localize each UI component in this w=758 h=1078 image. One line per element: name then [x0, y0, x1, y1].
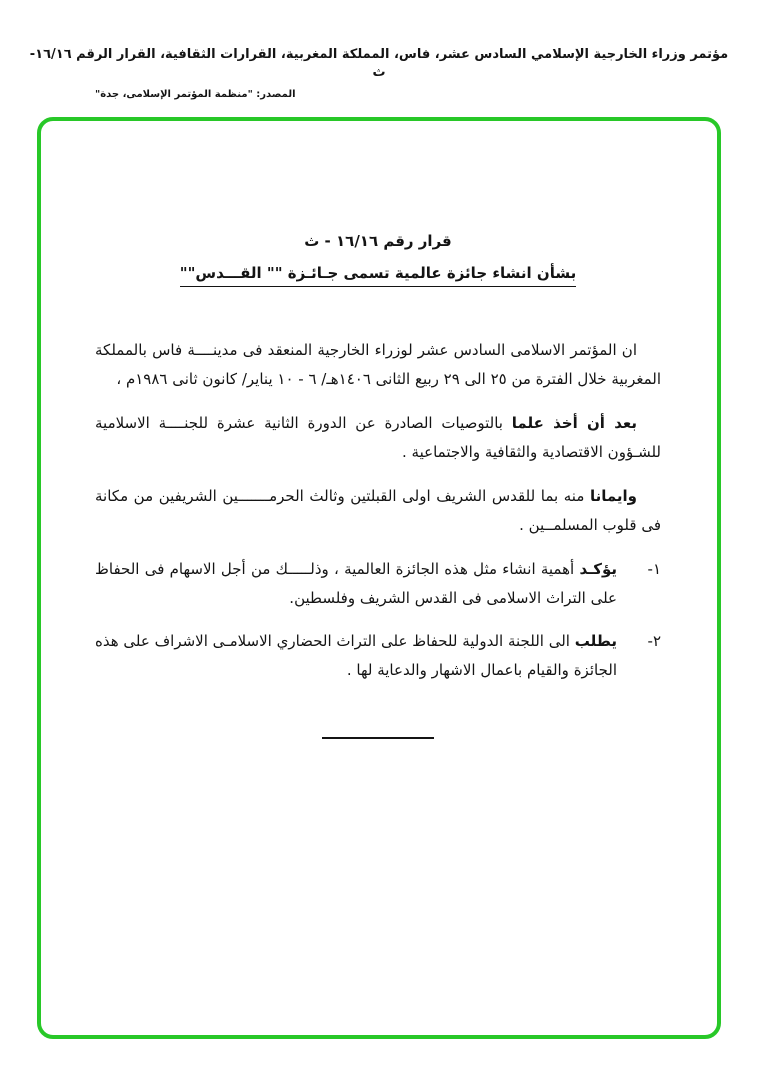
preamble-paragraph-2-lead: بعد أن أخذ علما [511, 414, 637, 432]
operative-item-2-number: ٢- [647, 632, 661, 650]
source-line: المصدر: "منظمة المؤتمر الإسلامى، جدة" [95, 89, 296, 100]
operative-item-1-number: ١- [647, 560, 661, 578]
resolution-subject-text: بشأن انشاء جائزة عالمية تسمى جـائـزة "" القـــدس"" [180, 264, 577, 287]
citation-header: مؤتمر وزراء الخارجية الإسلامي السادس عشر، فاس، المملكة المغربية، القرارات الثقافية، القرار الرقم ١٦/١٦-ث [29, 47, 729, 80]
operative-item-2-lead: يطلب [574, 632, 617, 650]
preamble-paragraph-2-text: بالتوصيات الصادرة عن الدورة الثانية عشرة للجنــــة الاسلامية للشـؤون الاقتصادية والثقافية والاجتماعية . [95, 414, 661, 461]
operative-item-1-paragraph [95, 555, 617, 613]
document-frame [37, 117, 721, 1039]
preamble-paragraph-1 [95, 336, 661, 394]
operative-item-1-text: أهمية انشاء مثل هذه الجائزة العالمية ، وذلـــــك من أجل الاسهام فى الحفاظ على التراث الاسلامى فى القدس الشريف وفلسطين. [95, 560, 617, 607]
preamble-paragraph-3-text: منه بما للقدس الشريف اولى القبلتين وثالث الحرمـــــــين الشريفين من مكانة فى قلوب المسلمــين . [95, 487, 661, 534]
preamble-paragraph-2 [95, 409, 661, 467]
document-body [95, 227, 661, 739]
operative-item-1-lead: يؤكـد [579, 560, 617, 578]
operative-item-1 [95, 555, 661, 613]
preamble-paragraph-1-text: ان المؤتمر الاسلامى السادس عشر لوزراء الخارجية المنعقد فى مدينــــة فاس بالمملكة المغربية خلال الفترة من ٢٥ الى ٢٩ ربيع الثانى ١٤٠٦هـ/ ٦ - ١٠ يناير/ كانون ثانى ١٩٨٦م ، [95, 341, 661, 388]
operative-item-2 [95, 627, 661, 685]
preamble-paragraph-3-lead: وايمانا [589, 487, 637, 505]
end-divider [322, 737, 434, 739]
preamble-paragraph-3 [95, 482, 661, 540]
operative-item-2-text: الى اللجنة الدولية للحفاظ على التراث الحضاري الاسلامـى الاشراف على هذه الجائزة والقيام باعمال الاشهار والدعاية لها . [95, 632, 617, 679]
operative-item-2-paragraph [95, 627, 617, 685]
resolution-subject-line [95, 259, 661, 288]
resolution-number-line: قرار رقم ١٦/١٦ - ث [304, 232, 452, 250]
